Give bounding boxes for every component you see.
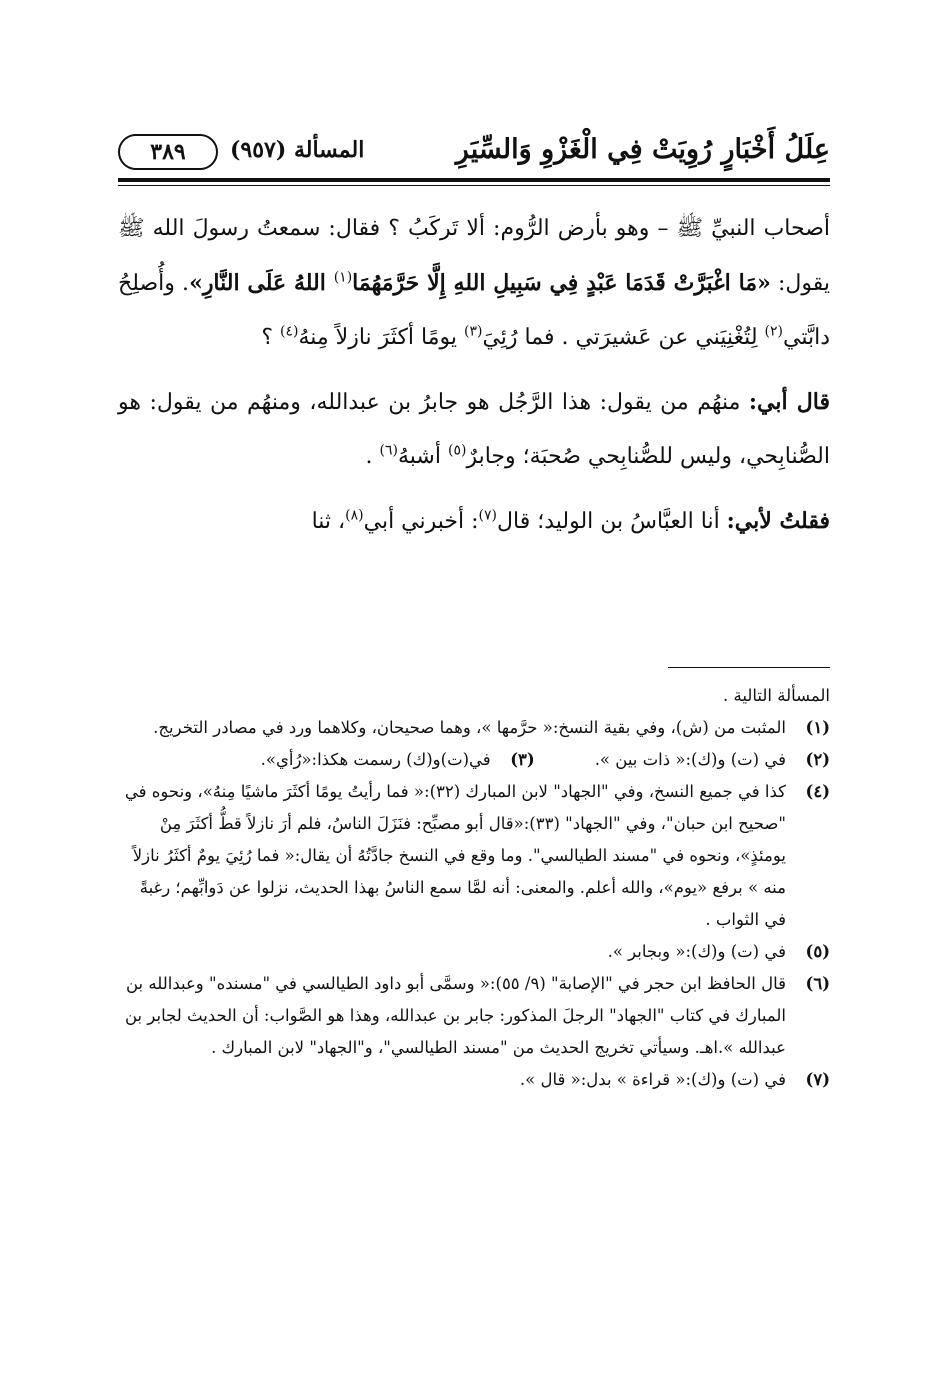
footnotes [118, 680, 830, 1096]
footnote-1-number: (١) [805, 718, 830, 737]
footnote-ref-3[interactable]: (٣) [464, 323, 483, 340]
footnote-6-number: (٦) [805, 974, 830, 993]
footnote-7-number: (٧) [805, 1070, 830, 1089]
p1-text-1: أصحاب النبيِّ ﷺ – وهو بأرض الرُّوم: ألا تَركَبُ ؟ فقال: سمعتُ رسولَ الله ﷺ يقول: [118, 216, 830, 296]
footnote-5-number: (٥) [805, 942, 830, 961]
footnote-3-text: في(ت)و(ك) رسمت هكذا:«رُأي». [260, 750, 491, 769]
p2-text-1: منهُم من يقول: هذا الرَّجُل هو جابرُ بن عبدالله، ومنهُم من يقول: هو الصُّنابِحي، وليس للصُّنابِحي صُحبَة؛ وجابرٌ [118, 390, 830, 469]
footnote-carryover: المسألة التالية . [723, 686, 830, 705]
paragraph-2 [118, 375, 830, 484]
footnote-ref-8[interactable]: (٨) [345, 507, 364, 524]
p3-text-1: أنا العبَّاسُ بن الوليد؛ قال [497, 509, 727, 534]
hadith-quote-end: اللهُ عَلَى النَّارِ» [189, 270, 334, 296]
footnote-5-text: في (ت) و(ك):« وبجابر ». [607, 942, 786, 961]
footnote-ref-6[interactable]: (٦) [379, 442, 398, 459]
hadith-quote: «مَا اغْبَرَّتْ قَدَمَا عَبْدٍ فِي سَبِيلِ اللهِ إِلَّا حَرَّمَهُمَا [352, 270, 771, 296]
footnote-2-text: في (ت) و(ك):« ذات بين ». [594, 750, 786, 769]
footnote-4-text: كذا في جميع النسخ، وفي "الجهاد" لابن المبارك (٣٢):« فما رأيتُ يومًا أكثَرَ ماشيًا مِنهُ»، ونحوه في "صحيح ابن حبان"، وفي "الجهاد" (٣٣):«قال أبو مصبِّح: فنَزَلَ الناسُ، فلم أرَ نازلاً قطُّ أكثَرَ مِنْ يومئذٍ»، ونحوه في "مسند الطيالسي". وما وقع في النسخ جادَّتُهُ أن يقال:« فما رُئِيَ يومٌ أكثَرُ نازلاً منه » برفع «يوم»، والله أعلم. والمعنى: أنه لمَّا سمع الناسُ بهذا الحديث، نزلوا عن دَوابِّهم؛ رغبةً في الثواب . [124, 782, 786, 929]
footnote-7-text: في (ت) و(ك):« قراءة » بدل:« قال ». [519, 1070, 786, 1089]
footnote-ref-1[interactable]: (١) [333, 269, 353, 286]
footnote-4-number: (٤) [805, 782, 830, 801]
footnote-3-number: (٣) [510, 750, 535, 769]
book-title: عِلَلُ أَخْبَارٍ رُوِيَتْ فِي الْغَزْوِ وَالسِّيَرِ [455, 134, 830, 165]
footnote-ref-7[interactable]: (٧) [478, 507, 497, 524]
issue-label: المسألة (٩٥٧) [230, 137, 365, 163]
p3-lead: فقلتُ لأبي: [726, 508, 830, 534]
p2-text-2: أشبهُ [397, 444, 448, 469]
footnote-ref-5[interactable]: (٥) [447, 442, 467, 459]
page-number: ٣٨٩ [118, 134, 218, 170]
header-rule-thick [118, 178, 830, 182]
p1-text-4: يومًا أكثَرَ نازلاً مِنهُ [298, 325, 464, 350]
footnote-2-number: (٢) [805, 750, 830, 769]
footnote-3 [261, 744, 535, 776]
footnote-row-2-3 [118, 744, 830, 776]
page-header [118, 128, 830, 176]
header-rule-thin [118, 185, 830, 186]
p2-text-3: . [365, 444, 380, 469]
main-text [118, 202, 830, 549]
footnote-7 [118, 1064, 830, 1096]
paragraph-1 [118, 202, 830, 365]
p3-text-3: ، ثنا [311, 509, 346, 534]
footnote-1-text: المثبت من (ش)، وفي بقية النسخ:« حرَّمها »، وهما صحيحان، وكلاهما ورد في مصادر التخريج. [153, 718, 786, 737]
footnote-5 [118, 936, 830, 968]
footnote-1 [118, 712, 830, 744]
footnote-ref-4[interactable]: (٤) [280, 323, 299, 340]
footnote-ref-2[interactable]: (٢) [764, 323, 783, 340]
footnote-6-text: قال الحافظ ابن حجر في "الإصابة" (٩/ ٥٥):« وسمَّى أبو داود الطيالسي في "مسنده" وعبدالله بن المبارك في كتاب "الجهاد" الرجلَ المذكور: جابر بن عبدالله، وهذا هو الصَّواب: أن الحديث لجابر بن عبدالله ».اهـ. وسيأتي تخريج الحديث من "مسند الطيالسي"، و"الجهاد" لابن المبارك . [124, 974, 786, 1057]
footnote-6 [118, 968, 830, 1064]
p1-text-5: ؟ [261, 325, 280, 350]
p1-text-2: . وأُصلِحُ دابَّتي [118, 271, 830, 350]
p3-text-2: : أخبرني أبي [363, 509, 479, 534]
p2-lead: قال أبي: [748, 389, 830, 415]
paragraph-3 [118, 494, 830, 549]
footnote-2 [595, 744, 830, 776]
footnote-separator [668, 667, 830, 668]
footnote-4 [118, 776, 830, 936]
p1-text-3: لِتُغْنِيَني عن عَشيرَتي . فما رُئِيَ [482, 325, 765, 350]
